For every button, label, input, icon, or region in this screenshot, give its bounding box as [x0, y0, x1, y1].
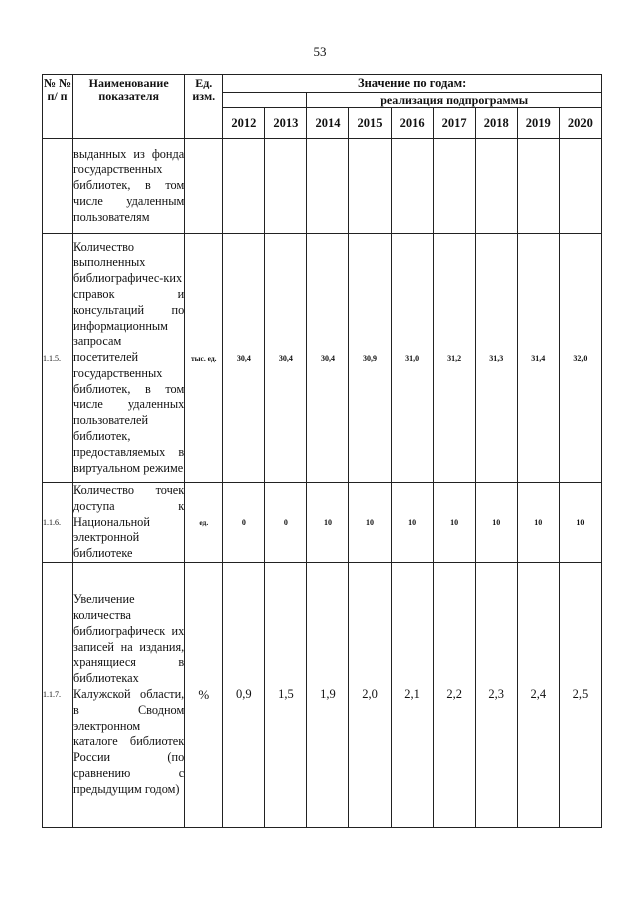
header-num: № № п/ п [43, 75, 73, 139]
value-cell: 2,1 [391, 562, 433, 827]
table-row [43, 562, 602, 827]
value-cell [433, 139, 475, 234]
value-cell [223, 139, 265, 234]
header-year: 2017 [433, 108, 475, 139]
value-cell: 0 [265, 483, 307, 563]
row-number: 1.1.6. [43, 483, 73, 563]
header-year: 2013 [265, 108, 307, 139]
header-row-group [43, 75, 602, 93]
unit-cell: % [185, 562, 223, 827]
header-year: 2020 [559, 108, 601, 139]
value-cell: 10 [517, 483, 559, 563]
value-cell [559, 139, 601, 234]
value-cell [265, 139, 307, 234]
header-values-by-year: Значение по годам: [223, 75, 602, 93]
value-cell: 1,9 [307, 562, 349, 827]
header-year: 2019 [517, 108, 559, 139]
header-subprogram: реализация подпрограммы [307, 93, 602, 108]
header-name: Наименование показателя [73, 75, 185, 139]
indicator-name: Количество выполненных библиографичес-ких справок и консультаций по информационным запросам посетителей государственных библиотек, в том числе удаленных пользователей библиотек, предоставляемых в виртуальном режиме [73, 234, 185, 483]
table-row [43, 139, 602, 234]
value-cell: 32,0 [559, 234, 601, 483]
header-year: 2018 [475, 108, 517, 139]
header-year: 2016 [391, 108, 433, 139]
value-cell: 10 [433, 483, 475, 563]
value-cell [349, 139, 391, 234]
row-number: 1.1.5. [43, 234, 73, 483]
value-cell: 30,9 [349, 234, 391, 483]
header-year: 2015 [349, 108, 391, 139]
indicators-table [42, 74, 602, 828]
value-cell: 31,3 [475, 234, 517, 483]
header-year: 2014 [307, 108, 349, 139]
header-sub-empty [223, 93, 307, 108]
value-cell: 0 [223, 483, 265, 563]
value-cell [517, 139, 559, 234]
value-cell: 31,2 [433, 234, 475, 483]
value-cell: 30,4 [223, 234, 265, 483]
value-cell: 10 [391, 483, 433, 563]
value-cell: 30,4 [307, 234, 349, 483]
unit-cell [185, 139, 223, 234]
row-number: 1.1.7. [43, 562, 73, 827]
indicator-name: Увеличение количества библиографическ их записей на издания, хранящиеся в библиотеках Калужской области, в Сводном электронном каталоге библиотек России (по сравнению с предыдущим годом) [73, 562, 185, 827]
header-unit: Ед. изм. [185, 75, 223, 139]
page-number: 53 [313, 44, 327, 59]
value-cell [475, 139, 517, 234]
value-cell: 2,4 [517, 562, 559, 827]
unit-cell: ед. [185, 483, 223, 563]
value-cell: 10 [349, 483, 391, 563]
value-cell: 2,3 [475, 562, 517, 827]
value-cell: 10 [559, 483, 601, 563]
value-cell: 2,2 [433, 562, 475, 827]
value-cell [307, 139, 349, 234]
value-cell: 31,4 [517, 234, 559, 483]
table-row [43, 483, 602, 563]
value-cell: 10 [307, 483, 349, 563]
indicator-name: Количество точек доступа к Национальной электронной библиотеке [73, 483, 185, 563]
table-row [43, 234, 602, 483]
value-cell [391, 139, 433, 234]
row-number [43, 139, 73, 234]
value-cell: 10 [475, 483, 517, 563]
value-cell: 2,0 [349, 562, 391, 827]
value-cell: 31,0 [391, 234, 433, 483]
unit-cell: тыс. ед. [185, 234, 223, 483]
value-cell: 30,4 [265, 234, 307, 483]
value-cell: 1,5 [265, 562, 307, 827]
header-year: 2012 [223, 108, 265, 139]
indicator-name: выданных из фонда государственных библиотек, в том числе удаленным пользователям [73, 139, 185, 234]
value-cell: 0,9 [223, 562, 265, 827]
value-cell: 2,5 [559, 562, 601, 827]
